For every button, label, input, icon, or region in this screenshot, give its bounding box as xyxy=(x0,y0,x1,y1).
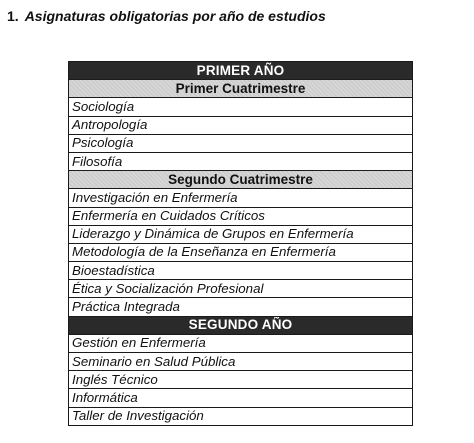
course-cell: Antropología xyxy=(69,116,413,134)
course-row xyxy=(69,407,413,425)
course-cell: Metodología de la Enseñanza en Enfermería xyxy=(69,243,413,261)
course-cell: Investigación en Enfermería xyxy=(69,189,413,207)
term-header-row xyxy=(69,171,413,189)
section-title: Asignaturas obligatorias por año de estudios xyxy=(24,8,326,24)
course-cell: Liderazgo y Dinámica de Grupos en Enfermería xyxy=(69,225,413,243)
course-cell: Filosofía xyxy=(69,152,413,170)
course-cell: Taller de Investigación xyxy=(69,407,413,425)
term-header-first: Primer Cuatrimestre xyxy=(69,80,413,98)
course-cell: Informática xyxy=(69,389,413,407)
course-cell: Bioestadística xyxy=(69,262,413,280)
course-row xyxy=(69,334,413,352)
year-header-row xyxy=(69,316,413,334)
course-row xyxy=(69,280,413,298)
course-row xyxy=(69,189,413,207)
year-header-row xyxy=(69,62,413,80)
section-number: 1. xyxy=(7,8,19,24)
course-cell: Práctica Integrada xyxy=(69,298,413,316)
course-row xyxy=(69,243,413,261)
course-cell: Enfermería en Cuidados Críticos xyxy=(69,207,413,225)
course-row xyxy=(69,98,413,116)
course-row xyxy=(69,262,413,280)
course-row xyxy=(69,134,413,152)
year-header-second: SEGUNDO AÑO xyxy=(69,316,413,334)
course-cell: Psicología xyxy=(69,134,413,152)
course-row xyxy=(69,353,413,371)
course-cell: Gestión en Enfermería xyxy=(69,334,413,352)
course-cell: Seminario en Salud Pública xyxy=(69,353,413,371)
section-heading xyxy=(7,8,326,24)
course-cell: Sociología xyxy=(69,98,413,116)
term-header-row xyxy=(69,80,413,98)
course-row xyxy=(69,207,413,225)
course-row xyxy=(69,371,413,389)
required-courses-table xyxy=(68,61,413,426)
course-row xyxy=(69,389,413,407)
course-row xyxy=(69,225,413,243)
course-row xyxy=(69,116,413,134)
course-cell: Inglés Técnico xyxy=(69,371,413,389)
course-row xyxy=(69,298,413,316)
course-cell: Ética y Socialización Profesional xyxy=(69,280,413,298)
course-row xyxy=(69,152,413,170)
year-header-first: PRIMER AÑO xyxy=(69,62,413,80)
term-header-second: Segundo Cuatrimestre xyxy=(69,171,413,189)
